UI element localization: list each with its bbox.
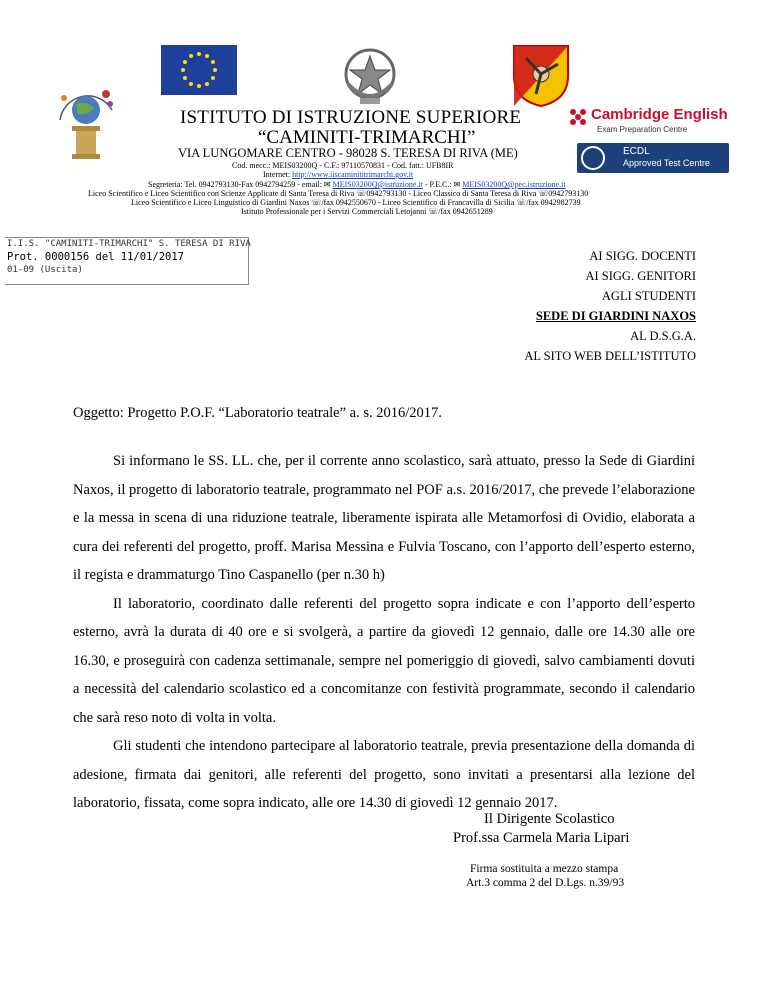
protocol-stamp xyxy=(5,237,249,285)
recipient: AL D.S.G.A. xyxy=(630,329,696,343)
signature-note-1: Firma sostituita a mezzo stampa xyxy=(470,863,619,875)
pec-link[interactable]: MEIS03200Q@pec.istruzione.it xyxy=(462,180,566,189)
body-paragraph: Gli studenti che intendono partecipare al laboratorio teatrale, previa presentazione della domanda di adesione, firmata dai genitori, alle referenti del progetto, sono invitati a presentarsi alla lezione del laboratorio, fissata, come sopra indicato, alle ore 14.30 di giovedì 12 gennaio 2017. xyxy=(73,738,695,811)
branches-line-1: Liceo Scientifico e Liceo Scientifico con Scienze Applicate di Santa Teresa di Riva ☏0942793130 - Liceo Classico di Santa Teresa di Riva ☏0942793130 xyxy=(88,189,589,198)
school-subtitle: “CAMINITI-TRIMARCHI” xyxy=(258,127,476,148)
recipient: AI SIGG. GENITORI xyxy=(585,269,696,283)
sicily-region-logo xyxy=(512,44,570,107)
internet-line xyxy=(263,170,413,179)
school-codes: Cod. mecc.: MEIS03200Q - C.F.: 97110570831 - Cod. fatt.: UFB8IR xyxy=(232,161,454,170)
email-link[interactable]: MEIS03200Q@istruzione.it xyxy=(332,180,423,189)
ecdl-title: ECDL xyxy=(623,146,650,157)
contacts-line xyxy=(148,180,566,189)
cambridge-title: Cambridge English xyxy=(591,106,728,123)
cambridge-shield-icon xyxy=(567,106,589,128)
cambridge-english-logo xyxy=(567,106,727,138)
subject-line: Oggetto: Progetto P.O.F. “Laboratorio teatrale” a. s. 2016/2017. xyxy=(73,405,442,421)
school-name: ISTITUTO DI ISTRUZIONE SUPERIORE xyxy=(180,107,522,128)
website-link[interactable]: http://www.iiscaminititrimarchi.gov.it xyxy=(292,170,414,179)
school-address: VIA LUNGOMARE CENTRO - 98028 S. TERESA DI RIVA (ME) xyxy=(178,146,518,160)
recipient: AI SIGG. DOCENTI xyxy=(589,249,696,263)
branches-line-2: Liceo Scientifico e Liceo Linguistico di Giardini Naxos ☏/fax 0942550670 - Liceo Scientifico di Francavilla di Sicilia ☏/fax 0942982739 xyxy=(131,198,581,207)
ecdl-globe-icon xyxy=(581,146,605,170)
eu-flag-logo xyxy=(161,45,237,95)
branches-line-3: Istituto Professionale per i Servizi Commerciali Letojanni ☏/fax 0942651289 xyxy=(241,207,493,216)
recipient: AL SITO WEB DELL’ISTITUTO xyxy=(524,349,696,363)
cambridge-subtitle: Exam Preparation Centre xyxy=(597,125,688,134)
internet-label: Internet: xyxy=(263,170,291,179)
pec-label: - P.E.C.: ✉ xyxy=(422,180,461,189)
signature-name: Prof.ssa Carmela Maria Lipari xyxy=(453,830,630,846)
italian-republic-emblem xyxy=(340,44,400,108)
recipient-highlighted: SEDE DI GIARDINI NAXOS xyxy=(535,309,696,323)
stamp-protocol-number: Prot. 0000156 del 11/01/2017 xyxy=(7,251,185,263)
recipient: AGLI STUDENTI xyxy=(601,289,696,303)
contacts-prefix: Segreteria: Tel. 0942793130-Fax 0942794259 - email: ✉ xyxy=(148,180,331,189)
ecdl-logo xyxy=(577,143,729,173)
signature-role: Il Dirigente Scolastico xyxy=(484,811,615,827)
stamp-classification: 01-09 (Uscita) xyxy=(7,265,83,275)
stamp-institute: I.I.S. "CAMINITI-TRIMARCHI" S. TERESA DI RIVA xyxy=(7,239,251,249)
ecdl-subtitle: Approved Test Centre xyxy=(623,158,710,168)
body-paragraph: Si informano le SS. LL. che, per il corrente anno scolastico, sarà attuato, presso la Sede di Giardini Naxos, il progetto di laboratorio teatrale, programmato nel POF a.s. 2016/2017, che prevede l’elaborazione e la messa in scena di una riduzione teatrale, liberamente ispirata alle Metamorfosi di Ovidio, elaborata a cura dei referenti del progetto, proff. Marisa Messina e Fulvia Toscano, con l’apporto dell’esperto esterno, il regista e drammaturgo Tino Caspanello (per n.30 h) xyxy=(73,453,695,583)
school-logo xyxy=(50,80,122,162)
signature-note-2: Art.3 comma 2 del D.Lgs. n.39/93 xyxy=(466,877,625,889)
letter-body xyxy=(73,447,695,818)
body-paragraph: Il laboratorio, coordinato dalle referenti del progetto sopra indicate e con l’apporto dell’esperto esterno, avrà la durata di 40 ore e si svolgerà, a partire da giovedì 12 gennaio, dalle ore 14.30 alle ore 16.30, e proseguirà con cadenza settimanale, sempre nel pomeriggio di giovedì, salvo cambiamenti dovuti a necessità del calendario scolastico ed a concomitanze con festività programmate, secondo il calendario che sarà reso noto di volta in volta. xyxy=(73,595,695,726)
